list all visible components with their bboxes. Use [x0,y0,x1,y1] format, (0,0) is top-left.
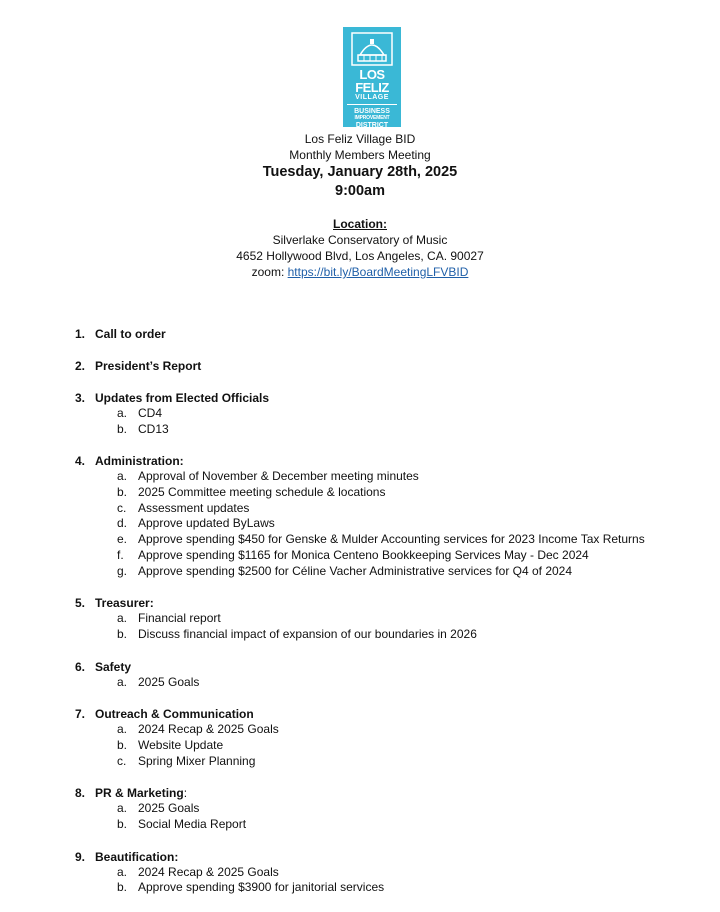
agenda-subitem-letter: f. [117,547,124,562]
agenda-subitem-letter: b. [117,421,128,436]
agenda-subitem [0,422,720,438]
agenda-subitem [0,754,720,770]
zoom-link[interactable]: https://bit.ly/BoardMeetingLFVBID [287,265,469,279]
building-dome-icon [350,31,394,67]
agenda-item-number: 2. [75,359,86,373]
agenda-subitem-letter: a. [117,722,128,737]
location-label: Location: [333,217,387,231]
agenda-subitem-text: CD4 [138,406,163,420]
agenda-subitem-text: Website Update [138,737,224,752]
agenda-item-title [95,849,178,865]
agenda-subitem [0,880,720,896]
agenda-item-title-text: Beautification: [95,849,179,864]
agenda-subitem-letter: b. [117,737,128,752]
agenda-subitem-text: Spring Mixer Planning [138,753,256,768]
agenda-subitem-letter: b. [117,880,128,895]
agenda-subitem [0,516,720,532]
agenda-item-number: 1. [75,327,86,341]
agenda-item-header [0,390,720,406]
zoom-line [0,264,720,280]
agenda-subitem-text: 2025 Goals [138,674,200,689]
agenda-item-header [0,659,720,675]
agenda-subitem-text: Approve spending $450 for Genske & Mulder Accounting services for 2023 Income Tax Returns [138,532,645,547]
agenda-item-title-text: President’s Report [95,359,202,373]
zoom-label: zoom: [251,265,288,279]
agenda-item-header [0,453,720,469]
agenda-subitem [0,627,720,643]
agenda-item-title [95,659,131,675]
agenda-item-title-text: Treasurer: [95,596,154,611]
agenda-subitem-letter: b. [117,485,128,500]
agenda-item-header [0,595,720,611]
bid-logo [343,27,401,127]
logo-line-business: BUSINESS [354,108,390,115]
agenda-item-number: 4. [75,454,86,469]
agenda-subitem-text: Approve updated ByLaws [138,516,275,531]
agenda-item [0,595,720,642]
agenda-subitem [0,532,720,548]
agenda-subitem-text: Approve spending $1165 for Monica Centeno Bookkeeping Services May - Dec 2024 [138,547,589,562]
meeting-time: 9:00am [335,183,385,199]
agenda-item-title-text: PR & Marketing [95,786,184,801]
agenda-subitem-letter: a. [117,674,128,689]
agenda-item-title [95,326,166,342]
agenda-subitem [0,865,720,881]
agenda-item [0,358,720,374]
agenda-item [0,849,720,896]
venue-name: Silverlake Conservatory of Music [272,233,448,247]
agenda-subitem-text: Approval of November & December meeting minutes [138,469,419,484]
agenda-subitem-text: 2025 Goals [138,801,200,816]
agenda-item-title-text: Administration: [95,454,184,469]
agenda-subitem [0,548,720,564]
agenda-subitem [0,817,720,833]
agenda-item-title-text: Updates from Elected Officials [95,391,270,405]
agenda-subitem-letter: a. [117,406,128,420]
meeting-header [0,131,720,201]
logo-line-improvement: IMPROVEMENT [354,115,390,121]
logo-line-district: DISTRICT [355,122,389,129]
agenda-item-title-text: Call to order [95,327,166,341]
agenda-subitem-letter: a. [117,611,128,626]
agenda-item-title-text: Outreach & Communication [95,707,254,722]
agenda-subitem-letter: c. [117,500,127,515]
agenda-item-number: 5. [75,596,86,611]
agenda-subitem [0,564,720,580]
agenda-subitem-text: Social Media Report [138,817,247,831]
agenda-item-title-suffix: : [183,786,188,801]
agenda-subitem-letter: b. [117,817,128,831]
venue-address: 4652 Hollywood Blvd, Los Angeles, CA. 90027 [236,249,484,263]
agenda-subitem [0,801,720,817]
agenda-item [0,706,720,769]
agenda-item-title [95,390,269,406]
agenda-item [0,659,720,691]
agenda-item-header [0,706,720,722]
agenda-item-title-text: Safety [95,659,132,674]
agenda-subitem [0,722,720,738]
agenda-item [0,785,720,832]
agenda-list [0,326,720,912]
agenda-item-number: 9. [75,849,86,864]
agenda-subitem-text: Financial report [138,611,221,626]
meeting-date: Tuesday, January 28th, 2025 [262,164,458,180]
agenda-subitem-letter: d. [117,516,128,531]
agenda-subitem-text: Approve spending $3900 for janitorial services [138,880,385,895]
org-name: Los Feliz Village BID [304,132,416,146]
agenda-item-title [95,595,154,611]
agenda-subitem-text: 2024 Recap & 2025 Goals [138,864,279,879]
agenda-subitem-letter: b. [117,626,128,641]
agenda-item-title [95,453,184,469]
agenda-subitem [0,611,720,627]
logo-line-village: VILLAGE [347,94,397,105]
agenda-item-number: 7. [75,707,86,722]
agenda-item [0,326,720,342]
agenda-subitem [0,501,720,517]
agenda-subitem [0,469,720,485]
agenda-subitem-text: Discuss financial impact of expansion of our boundaries in 2026 [138,626,477,641]
agenda-item-number: 6. [75,659,86,674]
location-block [0,216,720,280]
agenda-item-header [0,785,720,801]
agenda-item-title [95,358,201,374]
agenda-item-number: 8. [75,786,86,801]
logo-line-los-feliz: LOS FELIZ [355,67,389,95]
meeting-name: Monthly Members Meeting [289,148,431,162]
agenda-subitem-text: CD13 [138,421,169,436]
agenda-subitem-letter: g. [117,563,128,578]
agenda-subitem-text: 2024 Recap & 2025 Goals [138,722,279,737]
agenda-item-header [0,358,720,374]
agenda-subitem [0,675,720,691]
agenda-subitem-letter: c. [117,753,127,768]
agenda-item-header [0,326,720,342]
agenda-subitem-text: 2025 Committee meeting schedule & locations [138,485,386,500]
agenda-subitem-letter: a. [117,801,128,816]
agenda-subitem-text: Assessment updates [138,500,250,515]
agenda-item [0,453,720,579]
agenda-subitem [0,406,720,422]
agenda-item-number: 3. [75,391,86,405]
agenda-subitem-text: Approve spending $2500 for Céline Vacher Administrative services for Q4 of 2024 [138,563,573,578]
agenda-item-header [0,849,720,865]
agenda-subitem-letter: a. [117,469,128,484]
agenda-item [0,390,720,437]
agenda-subitem-letter: e. [117,532,128,547]
agenda-item-title [95,706,254,722]
agenda-subitem [0,485,720,501]
agenda-subitem-letter: a. [117,864,128,879]
agenda-item-title [95,785,187,801]
agenda-subitem [0,738,720,754]
